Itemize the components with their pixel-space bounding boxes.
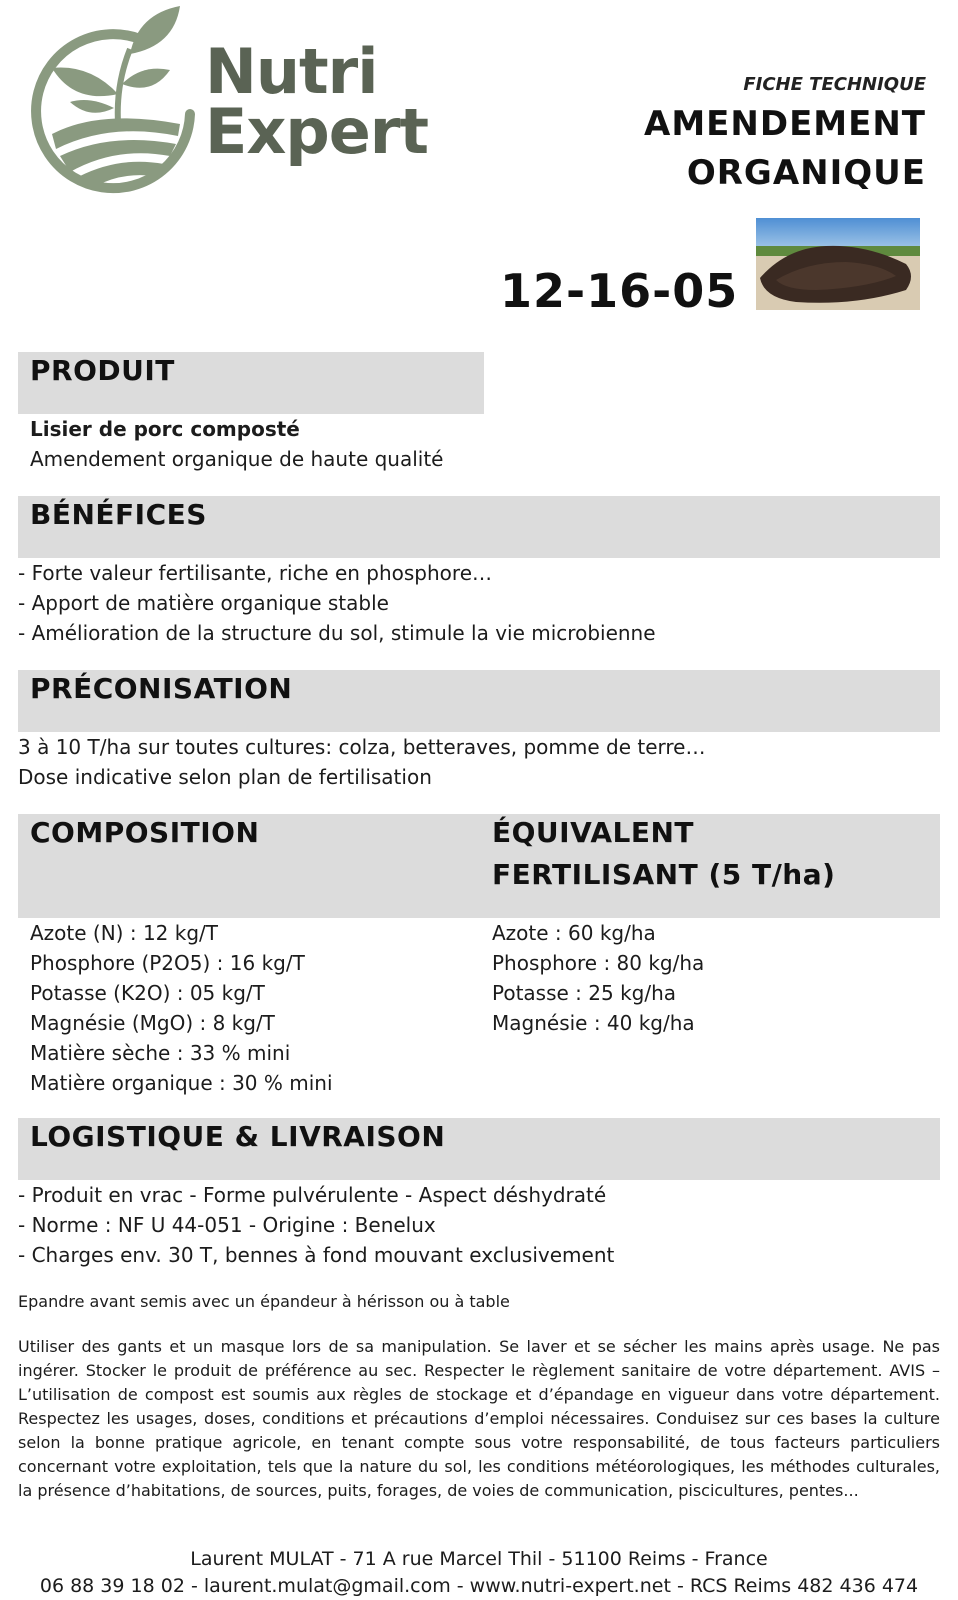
preconisation-line-1: 3 à 10 T/ha sur toutes cultures: colza, betteraves, pomme de terre… (18, 735, 706, 759)
equivalent-item-3: Potasse : 25 kg/ha (492, 981, 677, 1005)
title-line2: ORGANIQUE (686, 153, 926, 193)
equivalent-item-2: Phosphore : 80 kg/ha (492, 951, 705, 975)
footer-address: Laurent MULAT - 71 A rue Marcel Thil - 51100 Reims - France (190, 1548, 768, 1570)
brand-line2: Expert (205, 95, 428, 168)
brand-logo (30, 4, 480, 194)
equivalent-heading-line2: FERTILISANT (5 T/ha) (492, 858, 836, 891)
safety-warning: Utiliser des gants et un masque lors de sa manipulation. Se laver et se sécher les mains après usage. Ne pas ingérer. Stocker le produit de préférence au sec. Respecter le règlement sanitaire de votre département. AVIS – L’utilisation de compost est soumis aux règles de stockage et d’épandage en vigueur dans votre département. Respectez les usages, doses, conditions et précautions d’emploi nécessaires. Conduisez sur ces bases la culture selon la bonne pratique agricole, en tenant compte sous votre responsabilité, de tous facteurs particuliers concernant votre exploitation, tels que la nature du sol, les conditions météorologiques, les méthodes culturales, la présence d’habitations, de sources, puits, forages, de voies de communication, piscicultures, pentes... (18, 1337, 940, 1500)
composition-item-3: Potasse (K2O) : 05 kg/T (30, 981, 265, 1005)
sprout-field-logo-icon (30, 4, 200, 194)
logistique-item-1: - Produit en vrac - Forme pulvérulente - Aspect déshydraté (18, 1183, 607, 1207)
composition-item-1: Azote (N) : 12 kg/T (30, 921, 218, 945)
equivalent-heading-line1: ÉQUIVALENT (492, 816, 695, 849)
composition-item-4: Magnésie (MgO) : 8 kg/T (30, 1011, 275, 1035)
application-note: Epandre avant semis avec un épandeur à hérisson ou à table (18, 1292, 510, 1311)
preconisation-line-2: Dose indicative selon plan de fertilisation (18, 765, 432, 789)
brand-name (205, 35, 428, 168)
composition-item-5: Matière sèche : 33 % mini (30, 1041, 291, 1065)
benefice-item-3: - Amélioration de la structure du sol, stimule la vie microbienne (18, 621, 656, 645)
logistique-item-2: - Norme : NF U 44-051 - Origine : Benelux (18, 1213, 436, 1237)
benefice-item-1: - Forte valeur fertilisante, riche en phosphore… (18, 561, 493, 585)
benefice-item-2: - Apport de matière organique stable (18, 591, 389, 615)
logistique-item-3: - Charges env. 30 T, bennes à fond mouvant exclusivement (18, 1243, 615, 1267)
benefices-heading: BÉNÉFICES (30, 498, 207, 531)
logistique-heading: LOGISTIQUE & LIVRAISON (30, 1120, 446, 1153)
composition-heading: COMPOSITION (30, 816, 260, 849)
equivalent-item-4: Magnésie : 40 kg/ha (492, 1011, 695, 1035)
title-line1: AMENDEMENT (644, 104, 926, 144)
composition-item-2: Phosphore (P2O5) : 16 kg/T (30, 951, 305, 975)
fiche-label: FICHE TECHNIQUE (743, 74, 926, 95)
produit-name: Lisier de porc composté (30, 417, 300, 441)
document-title (644, 100, 926, 198)
composition-item-6: Matière organique : 30 % mini (30, 1071, 333, 1095)
brand-line1: Nutri (205, 35, 378, 108)
footer-contact: 06 88 39 18 02 - laurent.mulat@gmail.com - www.nutri-expert.net - RCS Reims 482 436 474 (39, 1575, 919, 1597)
produit-description: Amendement organique de haute qualité (30, 447, 444, 471)
equivalent-item-1: Azote : 60 kg/ha (492, 921, 656, 945)
equivalent-heading (492, 812, 835, 896)
produit-heading: PRODUIT (30, 354, 175, 387)
product-code: 12-16-05 (500, 264, 739, 318)
compost-pile-photo (756, 218, 920, 310)
preconisation-heading: PRÉCONISATION (30, 672, 293, 705)
